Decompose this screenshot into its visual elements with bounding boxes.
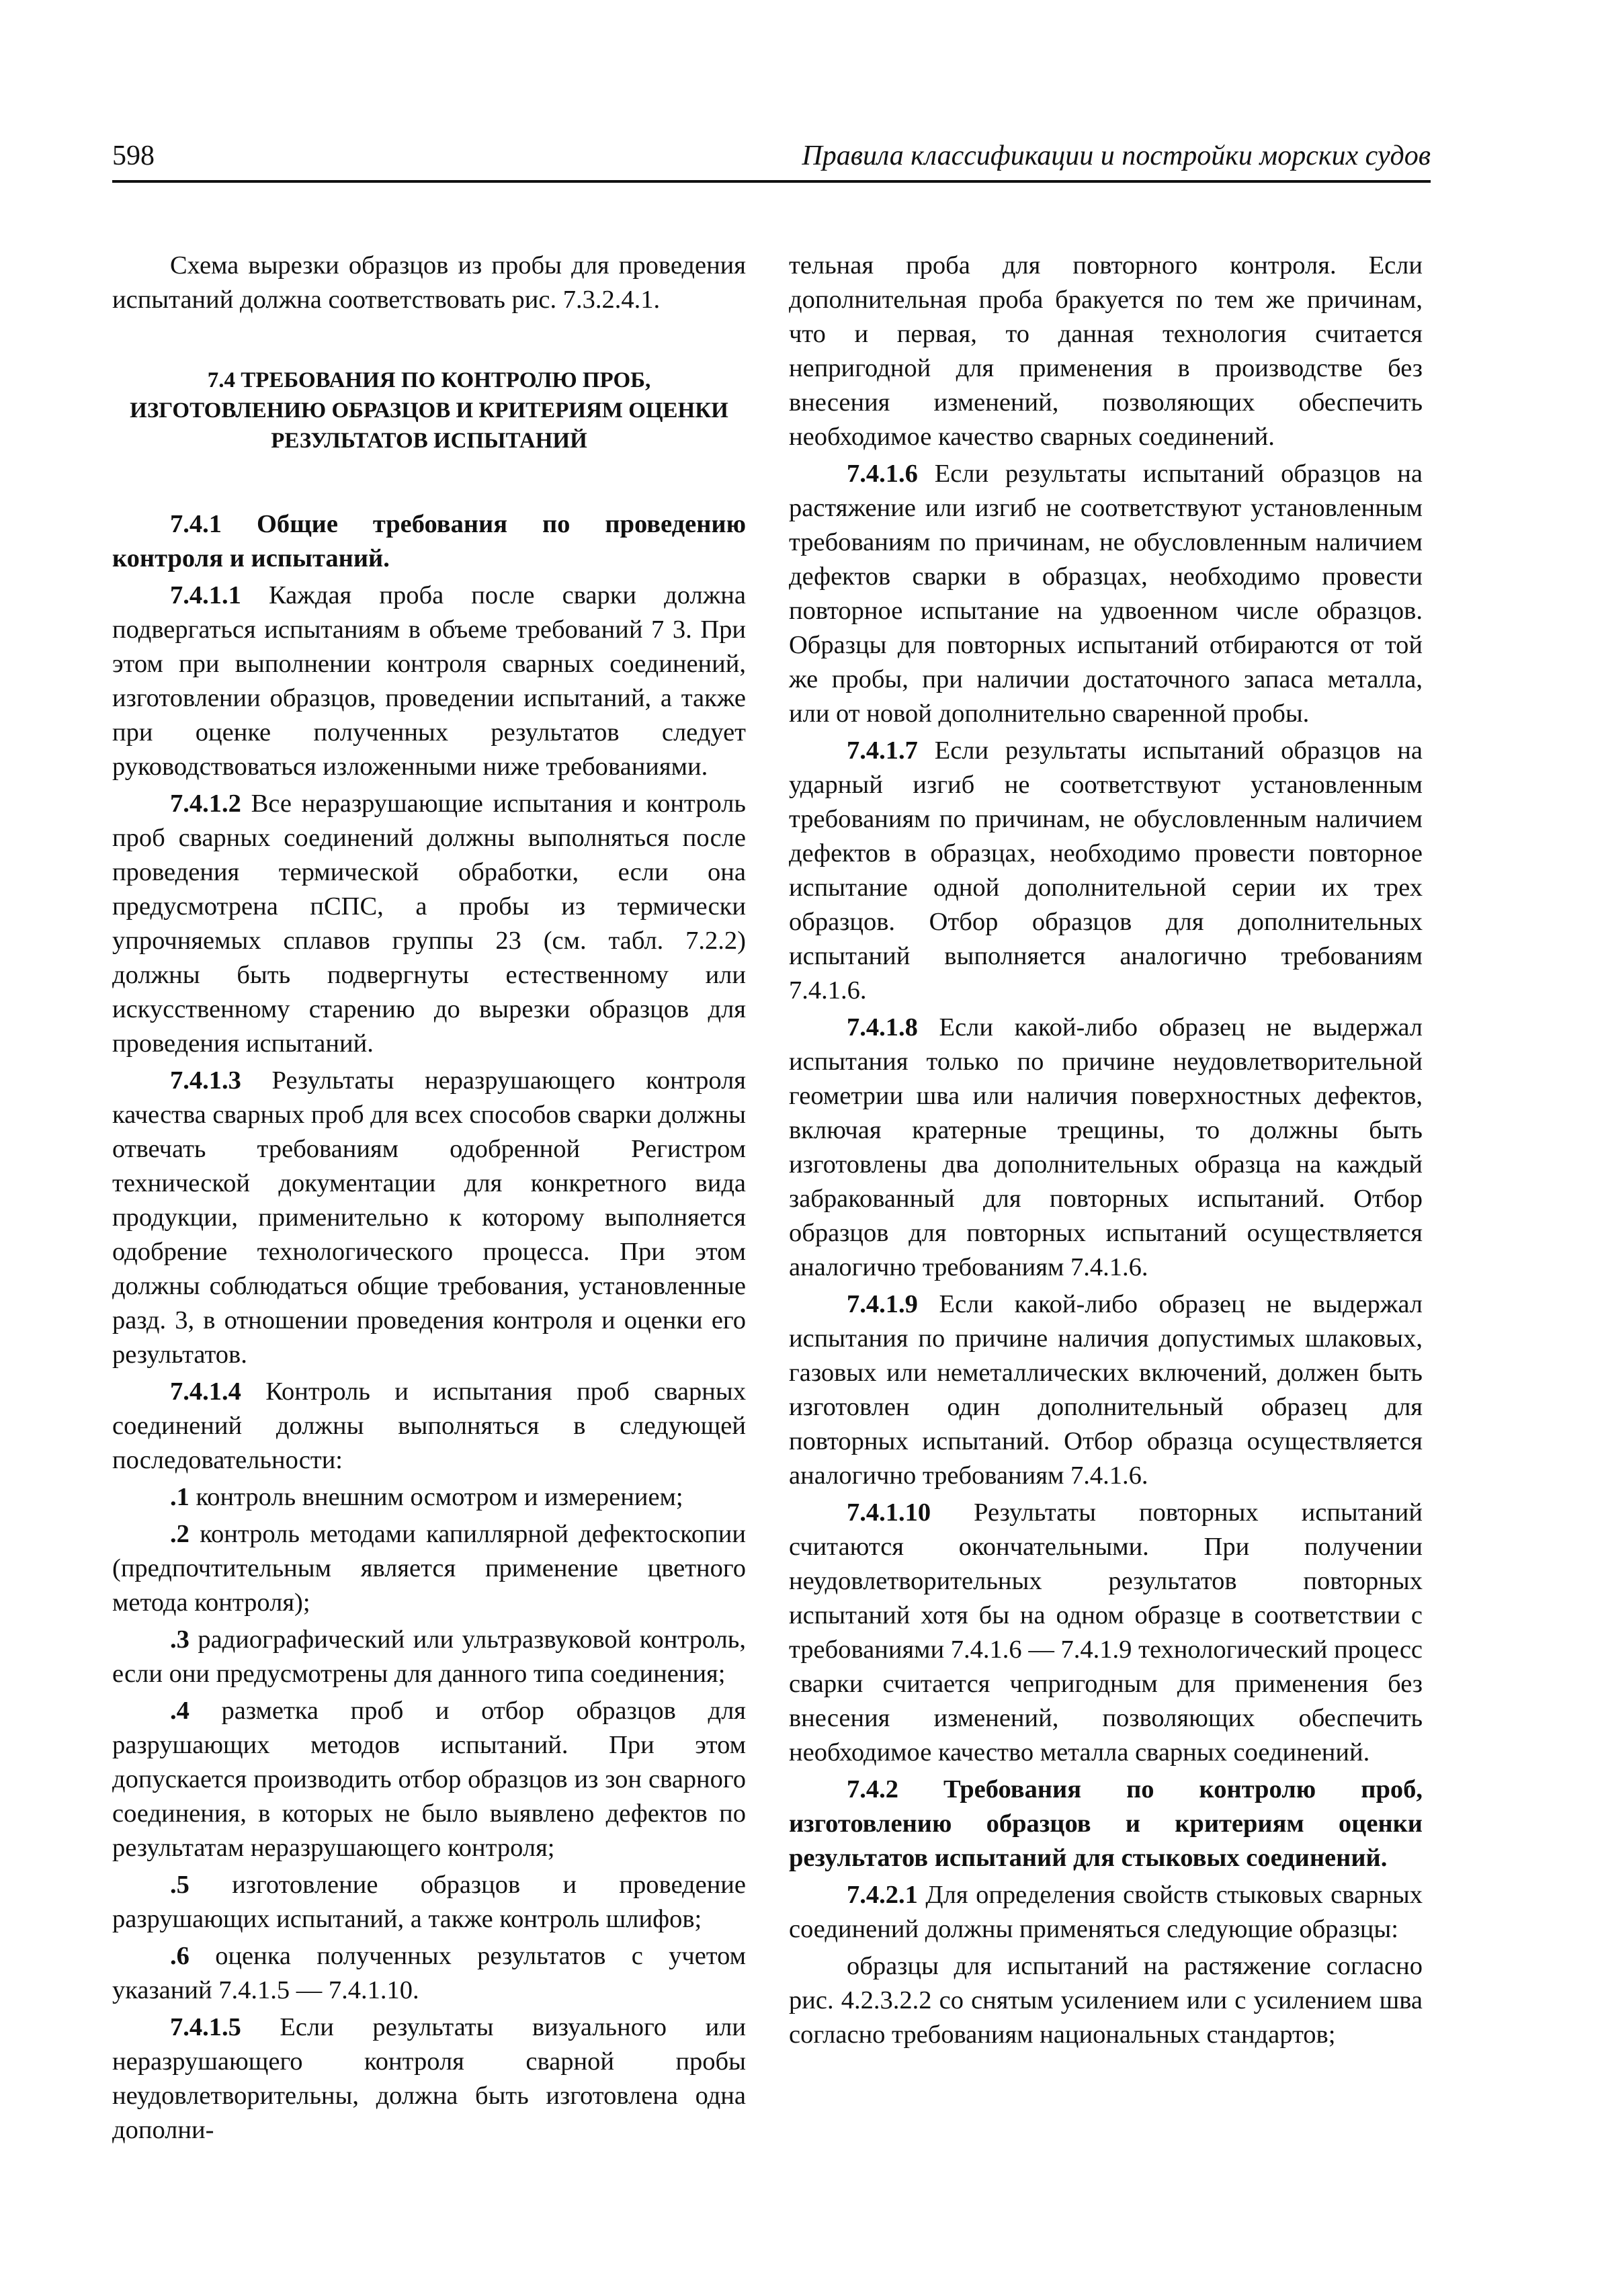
clause-number: 7.4.2.1 [847, 1881, 918, 1909]
paragraph-7-4-1-10 [789, 1496, 1423, 1770]
section-title [112, 366, 746, 456]
page-number: 598 [112, 140, 155, 171]
paragraph-7-4-2-1 [789, 1878, 1423, 1947]
section-title-line-3: РЕЗУЛЬТАТОВ ИСПЫТАНИЙ [271, 429, 587, 453]
left-column [112, 249, 746, 2150]
item-text: контроль внешним осмотром и измерением; [189, 1483, 683, 1511]
paragraph-7-4-1-7 [789, 734, 1423, 1008]
section-title-line-1: 7.4 ТРЕБОВАНИЯ ПО КОНТРОЛЮ ПРОБ, [207, 368, 651, 392]
continued-paragraph: тельная проба для повторного контроля. Если дополнительная проба бракуется по тем же причинам, что и первая, то данная технология считается непригодной для применения в производстве без внесения изменений, позволяющих обеспечить необходимое качество сварных соединений. [789, 251, 1423, 451]
section-title-line-2: ИЗГОТОВЛЕНИЮ ОБРАЗЦОВ И КРИТЕРИЯМ ОЦЕНКИ [130, 398, 728, 423]
list-item-1 [112, 1480, 746, 1515]
intro-paragraph: Схема вырезки образцов из пробы для проведения испытаний должна соответствовать рис. 7.3.2.4.1. [112, 251, 746, 314]
clause-number: 7.4.1.4 [170, 1377, 241, 1406]
clause-number: 7.4.1.6 [847, 460, 918, 488]
paragraph-7-4-1-3 [112, 1064, 746, 1372]
clause-text: Каждая проба после сварки должна подвергаться испытаниям в объеме требований 7 3. При этом при выполнении контроля сварных соединений, изготовлении образцов, проведении испытаний, а также при оценке полученных результатов следует руководствоваться изложенными ниже требованиями. [112, 581, 746, 781]
item-number: .4 [170, 1697, 189, 1725]
item-text: контроль методами капиллярной дефектоскопии (предпочтительным является применение цветного метода контроля); [112, 1520, 746, 1617]
clause-text: Для определения свойств стыковых сварных соединений должны применяться следующие образцы: [789, 1881, 1423, 1943]
paragraph-7-4-1-2 [112, 787, 746, 1061]
clause-number: 7.4.1.7 [847, 736, 918, 765]
item-text: изготовление образцов и проведение разрушающих испытаний, а также контроль шлифов; [112, 1871, 746, 1933]
list-item-3 [112, 1623, 746, 1691]
clause-number: 7.4.1.9 [847, 1290, 918, 1318]
clause-number: 7.4.1.8 [847, 1013, 918, 1041]
paragraph-7-4-1-4 [112, 1375, 746, 1478]
clause-number: 7.4.1.1 [170, 581, 241, 609]
paragraph-7-4-1-1 [112, 579, 746, 784]
clause-number: 7.4.1.10 [847, 1498, 931, 1527]
clause-text: Если какой-либо образец не выдержал испытания только по причине неудовлетворительной геометрии шва или наличия поверхностных дефектов, включая кратерные трещины, то должны быть изготовлены два дополнительных образца на каждый забракованный для повторных испытаний. Отбор образцов для повторных испытаний осуществляется аналогично требованиям 7.4.1.6. [789, 1013, 1423, 1281]
right-column [789, 249, 1423, 2055]
paragraph-7-4-1-9 [789, 1287, 1423, 1493]
clause-text: Если результаты визуального или неразрушающего контроля сварной пробы неудовлетворительны, должна быть изготовлена одна дополни- [112, 2013, 746, 2144]
heading-7-4-1: 7.4.1 Общие требования по проведению контроля и испытаний. [112, 510, 746, 572]
running-title: Правила классификации и постройки морских судов [802, 140, 1431, 171]
clause-number: 7.4.1.2 [170, 790, 241, 818]
paragraph-tensile-specimens: образцы для испытаний на растяжение согласно рис. 4.2.3.2.2 со снятым усилением или с усилением шва согласно требованиям национальных стандартов; [789, 1952, 1423, 2049]
clause-text: Все неразрушающие испытания и контроль проб сварных соединений должны выполняться после проведения термической обработки, если она предусмотрена пСПС, а пробы из термически упрочняемых сплавов группы 23 (см. табл. 7.2.2) должны быть подвергнуты естественному или искусственному старению до вырезки образцов для проведения испытаний. [112, 790, 746, 1058]
item-text: оценка полученных результатов с учетом указаний 7.4.1.5 — 7.4.1.10. [112, 1942, 746, 2004]
clause-number: 7.4.1.5 [170, 2013, 241, 2041]
item-number: .5 [170, 1871, 189, 1899]
item-text: разметка проб и отбор образцов для разрушающих методов испытаний. При этом допускается производить отбор образцов из зон сварного соединения, в которых не было выявлено дефектов по результатам неразрушающего контроля; [112, 1697, 746, 1862]
paragraph-7-4-1-8 [789, 1011, 1423, 1285]
heading-7-4-2: 7.4.2 Требования по контролю проб, изготовлению образцов и критериям оценки результатов испытаний для стыковых соединений. [789, 1775, 1423, 1872]
item-number: .3 [170, 1625, 189, 1654]
clause-text: Результаты повторных испытаний считаются окончательными. При получении неудовлетворительных результатов повторных испытаний хотя бы на одном образце в соответствии с требованиями 7.4.1.6 — 7.4.1.9 технологический процесс сварки считается чепригодным для применения без внесения изменений, позволяющих обеспечить необходимое качество металла сварных соединений. [789, 1498, 1423, 1767]
clause-text: Контроль и испытания проб сварных соединений должны выполняться в следующей последовательности: [112, 1377, 746, 1474]
item-text: радиографический или ультразвуковой контроль, если они предусмотрены для данного типа соединения; [112, 1625, 746, 1688]
clause-text: Результаты неразрушающего контроля качества сварных проб для всех способов сварки должны отвечать требованиям одобренной Регистром технической документации для конкретного вида продукции, применительно к которому выполняется одобрение технологического процесса. При этом должны соблюдаться общие требования, установленные разд. 3, в отношении проведения контроля и оценки его результатов. [112, 1066, 746, 1369]
clause-number: 7.4.1.3 [170, 1066, 241, 1095]
clause-text: Если результаты испытаний образцов на ударный изгиб не соответствуют установленным требованиям по причинам, не обусловленным наличием дефектов в образцах, необходимо провести повторное испытание одной дополнительной серии их трех образцов. Отбор образцов для дополнительных испытаний выполняется аналогично требованиям 7.4.1.6. [789, 736, 1423, 1005]
list-item-4 [112, 1694, 746, 1865]
paragraph-7-4-1-5 [112, 2010, 746, 2148]
clause-text: Если результаты испытаний образцов на растяжение или изгиб не соответствуют установленным требованиям по причинам, не обусловленным наличием дефектов сварки в образцах, необходимо провести повторное испытание на удвоенном числе образцов. Образцы для повторных испытаний отбираются от той же пробы, при наличии достаточного запаса металла, или от новой дополнительно сваренной пробы. [789, 460, 1423, 728]
list-item-2 [112, 1517, 746, 1620]
page-header [112, 134, 1431, 183]
clause-text: Если какой-либо образец не выдержал испытания по причине наличия допустимых шлаковых, газовых или неметаллических включений, должен быть изготовлен один дополнительный образец для повторных испытаний. Отбор образца осуществляется аналогично требованиям 7.4.1.6. [789, 1290, 1423, 1490]
list-item-6 [112, 1939, 746, 2008]
item-number: .6 [170, 1942, 189, 1970]
item-number: .1 [170, 1483, 189, 1511]
list-item-5 [112, 1868, 746, 1937]
item-number: .2 [170, 1520, 189, 1548]
paragraph-7-4-1-6 [789, 457, 1423, 731]
